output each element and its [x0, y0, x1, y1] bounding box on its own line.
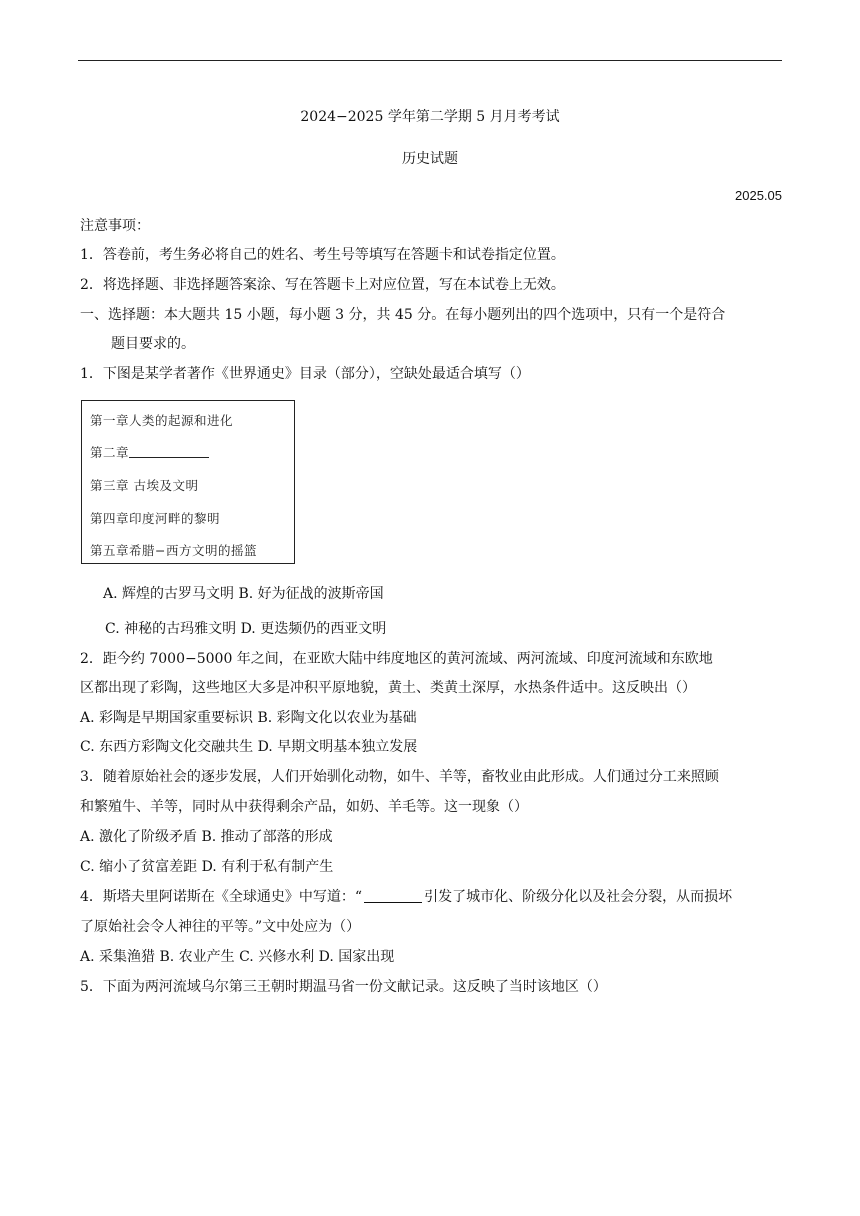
q4-stem-line-2: 了原始社会令人神往的平等。”文中处应为（） [80, 919, 361, 935]
q3-stem-line-2: 和繁殖牛、羊等，同时从中获得剩余产品，如奶、羊毛等。这一现象（） [80, 799, 528, 815]
q2-stem-line-2: 区都出现了彩陶，这些地区大多是冲积平原地貌，黄土、类黄土深厚，水热条件适中。这反映出（） [80, 680, 696, 696]
toc-chapter-2 [90, 443, 209, 461]
q2-options-line-1: A. 彩陶是早期国家重要标识 B. 彩陶文化以农业为基础 [80, 710, 417, 726]
note-item-2: 2．将选择题、非选择题答案涂、写在答题卡上对应位置，写在本试卷上无效。 [80, 277, 565, 293]
q4-options-line-1: A. 采集渔猎 B. 农业产生 C. 兴修水利 D. 国家出现 [80, 949, 395, 965]
toc-chapter-3: 第三章 古埃及文明 [90, 478, 199, 493]
toc-chapter-4: 第四章印度河畔的黎明 [90, 511, 221, 526]
toc-blank-line [129, 445, 209, 458]
q3-options-line-1: A. 激化了阶级矛盾 B. 推动了部落的形成 [80, 829, 333, 845]
q4-stem-part-a: 4．斯塔夫里阿诺斯在《全球通史》中写道：“ [80, 889, 363, 905]
q4-stem-part-b: 引发了城市化、阶级分化以及社会分裂，从而损坏 [424, 889, 733, 905]
q3-options-line-2: C. 缩小了贫富差距 D. 有利于私有制产生 [80, 859, 334, 875]
section-instructions-line-1: 一、选择题：本大题共 15 小题，每小题 3 分，共 45 分。在每小题列出的四个选项中，只有一个是符合 [80, 307, 726, 323]
q2-options-line-2: C. 东西方彩陶文化交融共生 D. 早期文明基本独立发展 [80, 739, 418, 755]
q1-toc-figure [81, 400, 295, 564]
top-rule [78, 60, 782, 61]
toc-chapter-5: 第五章希腊−西方文明的摇篮 [90, 543, 257, 558]
q1-options-line-1: A. 辉煌的古罗马文明 B. 好为征战的波斯帝国 [103, 586, 384, 602]
exam-date: 2025.05 [735, 188, 782, 203]
q4-stem-line-1 [80, 887, 732, 907]
toc-chapter-1: 第一章人类的起源和进化 [90, 413, 234, 428]
notes-heading: 注意事项： [80, 218, 150, 234]
q3-stem-line-1: 3．随着原始社会的逐步发展，人们开始驯化动物，如牛、羊等，畜牧业由此形成。人们通过分工来照顾 [80, 769, 719, 785]
toc-chapter-2-label: 第二章 [90, 445, 130, 460]
exam-subject: 历史试题 [402, 151, 458, 167]
q1-options-line-2: C. 神秘的古玛雅文明 D. 更迭频仍的西亚文明 [105, 621, 387, 637]
note-item-1: 1．答卷前，考生务必将自己的姓名、考生号等填写在答题卡和试卷指定位置。 [80, 247, 565, 263]
q5-stem: 5．下面为两河流域乌尔第三王朝时期温马省一份文献记录。这反映了当时该地区（） [80, 979, 607, 995]
section-instructions-line-2: 题目要求的。 [111, 336, 195, 352]
q1-stem: 1．下图是某学者著作《世界通史》目录（部分），空缺处最适合填写（） [80, 366, 530, 382]
q4-blank [364, 888, 422, 903]
q2-stem-line-1: 2．距今约 7000−5000 年之间，在亚欧大陆中纬度地区的黄河流域、两河流域、印度河流域和东欧地 [80, 651, 713, 667]
exam-title: 2024−2025 学年第二学期 5 月月考考试 [300, 109, 560, 125]
